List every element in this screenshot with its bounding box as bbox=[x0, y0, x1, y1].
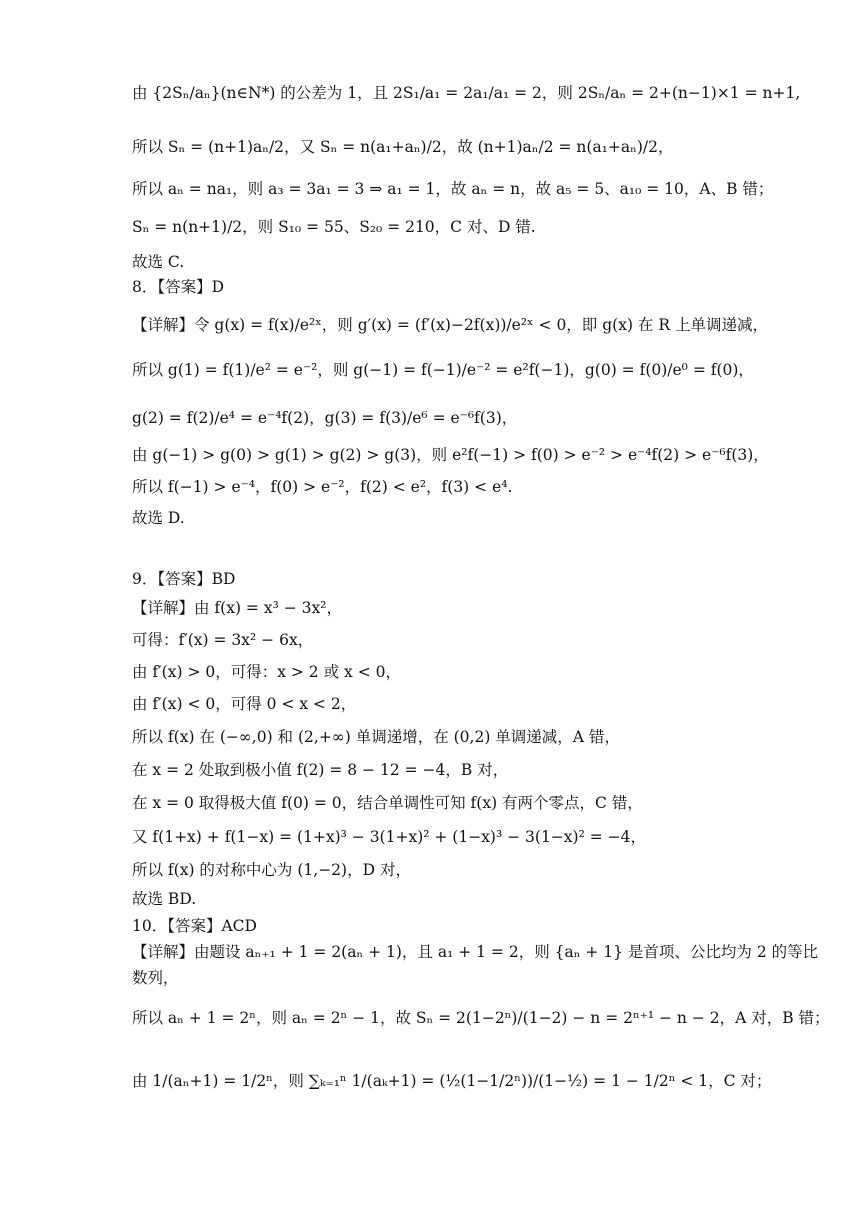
solution-line: 所以 aₙ = na₁，则 a₃ = 3a₁ = 3 ⇒ a₁ = 1，故 aₙ = n，故 a₅ = 5、a₁₀ = 10，A、B 错； bbox=[132, 180, 774, 198]
solution-line: 故选 BD. bbox=[132, 890, 197, 908]
solution-line: 可得：f′(x) = 3x² − 6x， bbox=[132, 631, 314, 649]
solution-line: 又 f(1+x) + f(1−x) = (1+x)³ − 3(1+x)² + (1−x)³ − 3(1−x)² = −4， bbox=[132, 828, 646, 846]
solution-line: 所以 g(1) = f(1)/e² = e⁻²，则 g(−1) = f(−1)/e⁻² = e²f(−1)，g(0) = f(0)/e⁰ = f(0)， bbox=[132, 361, 754, 379]
answer-heading-8: 8．【答案】D bbox=[132, 278, 225, 296]
solution-line: 故选 C. bbox=[132, 253, 185, 271]
solution-line: g(2) = f(2)/e⁴ = e⁻⁴f(2)，g(3) = f(3)/e⁶ = e⁻⁶f(3)， bbox=[132, 409, 518, 427]
solution-line: 【详解】由题设 aₙ₊₁ + 1 = 2(aₙ + 1)，且 a₁ + 1 = 2，则 {aₙ + 1} 是首项、公比均为 2 的等比 bbox=[132, 943, 819, 961]
solution-line: 在 x = 0 取得极大值 f(0) = 0，结合单调性可知 f(x) 有两个零点，C 错， bbox=[132, 794, 643, 812]
solution-line: 由 g(−1) > g(0) > g(1) > g(2) > g(3)，则 e²f(−1) > f(0) > e⁻² > e⁻⁴f(2) > e⁻⁶f(3)， bbox=[132, 446, 769, 464]
solution-line: 由 f′(x) < 0，可得 0 < x < 2， bbox=[132, 695, 357, 713]
solution-line: 【详解】令 g(x) = f(x)/e²ˣ，则 g′(x) = (f′(x)−2f(x))/e²ˣ < 0，即 g(x) 在 R 上单调递减， bbox=[132, 316, 768, 334]
solution-line: 所以 f(−1) > e⁻⁴，f(0) > e⁻²，f(2) < e²，f(3) < e⁴. bbox=[132, 478, 513, 496]
solution-line: 故选 D. bbox=[132, 509, 185, 527]
solution-line: 数列， bbox=[132, 969, 179, 987]
solution-line: 由 1/(aₙ+1) = 1/2ⁿ，则 ∑ₖ₌₁ⁿ 1/(aₖ+1) = (½(1−1/2ⁿ))/(1−½) = 1 − 1/2ⁿ < 1，C 对； bbox=[132, 1072, 772, 1090]
solution-line: 所以 f(x) 在 (−∞,0) 和 (2,+∞) 单调递增，在 (0,2) 单调递减，A 错， bbox=[132, 728, 620, 746]
answer-heading-9: 9．【答案】BD bbox=[132, 570, 236, 588]
solution-line: 所以 aₙ + 1 = 2ⁿ，则 aₙ = 2ⁿ − 1，故 Sₙ = 2(1−2ⁿ)/(1−2) − n = 2ⁿ⁺¹ − n − 2，A 对，B 错； bbox=[132, 1009, 830, 1027]
solution-line: 在 x = 2 处取到极小值 f(2) = 8 − 12 = −4，B 对， bbox=[132, 761, 509, 779]
solution-line: Sₙ = n(n+1)/2，则 S₁₀ = 55、S₂₀ = 210，C 对、D 错. bbox=[132, 218, 536, 236]
solution-line: 【详解】由 f(x) = x³ − 3x²， bbox=[132, 599, 342, 617]
solution-line: 所以 Sₙ = (n+1)aₙ/2，又 Sₙ = n(a₁+aₙ)/2，故 (n+1)aₙ/2 = n(a₁+aₙ)/2， bbox=[132, 138, 674, 156]
answer-heading-10: 10．【答案】ACD bbox=[132, 917, 257, 935]
solution-line: 所以 f(x) 的对称中心为 (1,−2)，D 对， bbox=[132, 861, 411, 879]
solution-line: 由 {2Sₙ/aₙ}(n∈N*) 的公差为 1，且 2S₁/a₁ = 2a₁/a₁ = 2，则 2Sₙ/aₙ = 2+(n−1)×1 = n+1, bbox=[132, 84, 801, 102]
solution-line: 由 f′(x) > 0，可得：x > 2 或 x < 0， bbox=[132, 663, 401, 681]
